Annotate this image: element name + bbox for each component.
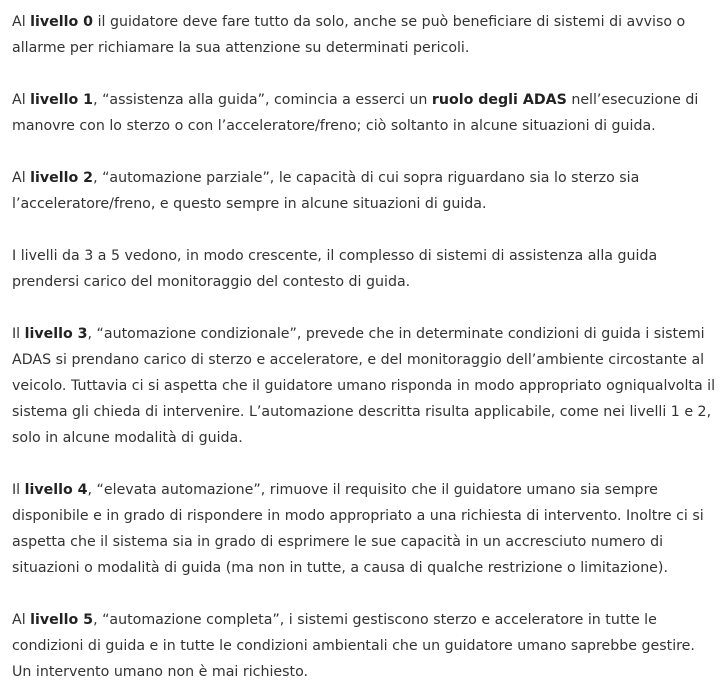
text: Il — [12, 482, 25, 498]
text: , “automazione parziale”, le capacità di cui sopra riguardano sia lo sterzo sia l’acceleratore/freno, e questo sempre in alcune situazioni di guida. — [12, 170, 640, 212]
text: Al — [12, 92, 31, 108]
level-3-label: livello 3 — [24, 326, 88, 342]
level-1-label: livello 1 — [30, 92, 94, 108]
paragraph-level-0 — [12, 9, 716, 61]
paragraph-level-1 — [12, 87, 716, 139]
text: Al — [12, 170, 31, 186]
text: I livelli da 3 a 5 vedono, in modo crescente, il complesso di sistemi di assistenza alla guida prendersi carico del monitoraggio del contesto di guida. — [12, 248, 658, 290]
paragraph-level-2 — [12, 165, 716, 217]
level-4-label: livello 4 — [24, 482, 88, 498]
article-body — [12, 9, 716, 685]
text: , “elevata automazione”, rimuove il requisito che il guidatore umano sia sempre disponibile e in grado di rispondere in modo appropriato a una richiesta di intervento. Inoltre ci si aspetta che il sistema sia in grado di esprimere le sue capacità in un accresciuto numero di situazioni o modalità di guida (ma non in tutte, a causa di qualche restrizione o limitazione). — [12, 482, 704, 576]
text: Il — [12, 326, 25, 342]
text: , “assistenza alla guida”, comincia a esserci un — [93, 92, 432, 108]
text: nell’esecuzione di manovre con lo sterzo o con l’acceleratore/freno; ciò soltanto in alcune situazioni di guida. — [12, 92, 699, 134]
text: il guidatore deve fare tutto da solo, anche se può beneficiare di sistemi di avviso o allarme per richiamare la sua attenzione su determinati pericoli. — [12, 14, 686, 56]
text: Al — [12, 612, 31, 628]
text: , “automazione condizionale”, prevede che in determinate condizioni di guida i sistemi ADAS si prendano carico di sterzo e acceleratore, e del monitoraggio dell’ambiente circostante al veicolo. Tuttavia ci si aspetta che il guidatore umano risponda in modo appropriato ogniqualvolta il sistema gli chieda di intervenire. L’automazione descritta risulta applicabile, come nei livelli 1 e 2, solo in alcune modalità di guida. — [12, 326, 716, 446]
level-2-label: livello 2 — [30, 170, 94, 186]
text: Al — [12, 14, 31, 30]
paragraph-levels-3-to-5 — [12, 243, 716, 295]
text: , “automazione completa”, i sistemi gestiscono sterzo e acceleratore in tutte le condizioni di guida e in tutte le condizioni ambientali che un guidatore umano saprebbe gestire. Un intervento umano non è mai richiesto. — [12, 612, 695, 680]
paragraph-level-4 — [12, 477, 716, 581]
level-5-label: livello 5 — [30, 612, 94, 628]
paragraph-level-5 — [12, 607, 716, 685]
paragraph-level-3 — [12, 321, 716, 451]
adas-role-emphasis: ruolo degli ADAS — [431, 92, 567, 108]
level-0-label: livello 0 — [30, 14, 94, 30]
